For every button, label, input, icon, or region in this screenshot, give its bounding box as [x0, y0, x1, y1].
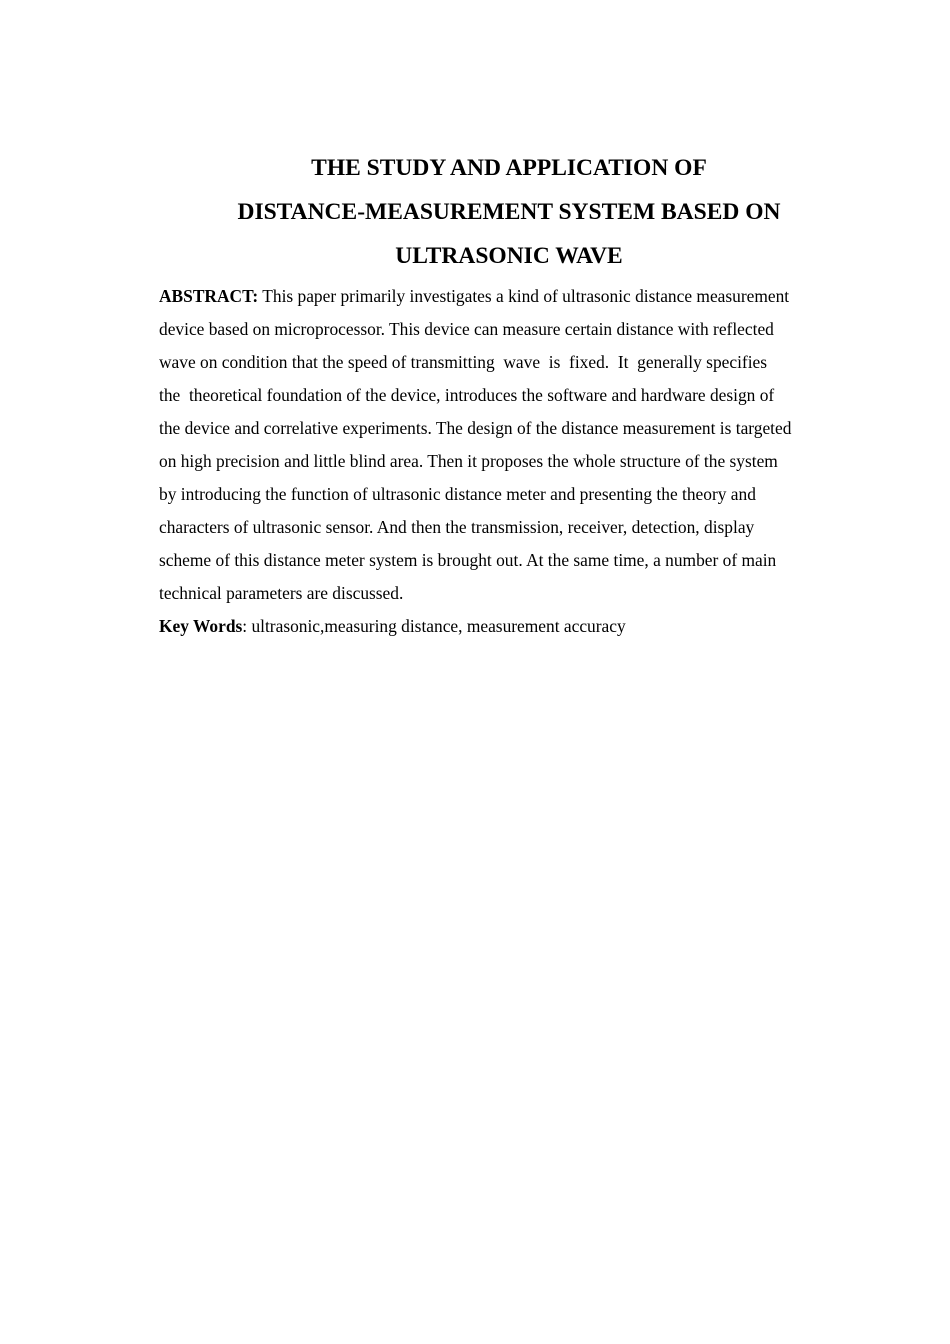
abstract-text: This paper primarily investigates a kind of ultrasonic distance measurement	[258, 286, 790, 306]
keywords-label: Key Words	[159, 616, 243, 636]
abstract-label: ABSTRACT:	[159, 286, 259, 306]
title-line: DISTANCE-MEASUREMENT SYSTEM BASED ON	[237, 199, 781, 225]
abstract-line: scheme of this distance meter system is brought out. At the same time, a number of main	[159, 550, 777, 570]
paper-title	[0, 146, 950, 278]
abstract-line	[159, 280, 859, 313]
abstract-line: by introducing the function of ultrasonic distance meter and presenting the theory and	[159, 484, 756, 504]
abstract-line: the theoretical foundation of the device, introduces the software and hardware design of	[159, 385, 775, 405]
title-line: ULTRASONIC WAVE	[395, 243, 623, 269]
abstract-line: device based on microprocessor. This device can measure certain distance with reflected	[159, 319, 774, 339]
keywords-text: : ultrasonic,measuring distance, measurement accuracy	[242, 616, 626, 636]
title-line: THE STUDY AND APPLICATION OF	[311, 155, 707, 181]
abstract-line: the device and correlative experiments. The design of the distance measurement is targeted	[159, 418, 792, 438]
abstract-line: characters of ultrasonic sensor. And then the transmission, receiver, detection, display	[159, 517, 755, 537]
keywords	[159, 610, 859, 643]
abstract-line: wave on condition that the speed of transmitting wave is fixed. It generally specifies	[159, 352, 768, 372]
abstract-line: on high precision and little blind area. Then it proposes the whole structure of the system	[159, 451, 778, 471]
abstract-line: technical parameters are discussed.	[159, 583, 404, 603]
abstract-section	[159, 280, 859, 643]
